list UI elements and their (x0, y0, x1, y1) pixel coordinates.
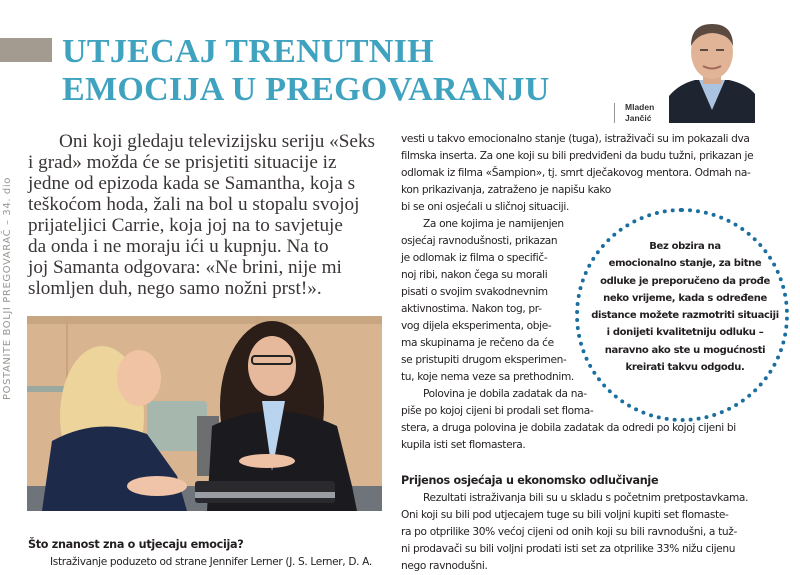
quote-line: kreirati takvu odgodu. (625, 362, 745, 374)
lede-line: teškoćom hoda, žali na bol u stopalu svojoj (28, 194, 360, 215)
author-last-name: Jančić (625, 113, 652, 123)
body-line: stera, a druga polovina je dobila zadatak da odredi po kojoj cijeni bi (401, 422, 736, 434)
quote-line: distance možete razmotriti situaciji (591, 310, 779, 322)
body-line: Za one kojima je namijenjen (423, 218, 564, 230)
body-line: kon prikazivanja, zatraženo je napišu kako (401, 184, 611, 196)
body-line: Rezultati istraživanja bili su u skladu s početnim pretpostavkama. (423, 492, 749, 504)
lede-line: slomljen duh, nego samo nožni prst!». (28, 278, 322, 299)
section-accent-bar (0, 38, 52, 62)
author-first-name: Mladen (625, 102, 655, 112)
title-line: EMOCIJA U PREGOVARANJU (62, 71, 550, 108)
lede-line: prijateljici Carrie, koja joj na to savjetuje (28, 215, 343, 236)
lede-paragraph (28, 131, 398, 299)
section2-paragraph (401, 490, 748, 575)
lede-line: i grad» možda će se prisjetiti situacije iz (28, 152, 337, 173)
body-line: Oni koji su bili pod utjecajem tuge su bili voljni kupiti set flomaste- (401, 509, 729, 521)
lede-line: da onda i ne moraju ići u kupnju. Na to (28, 236, 329, 257)
body-line: bi se oni osjećali u sličnoj situaciji. (401, 201, 569, 213)
body-line: ra po otprilike 30% većoj cijeni od onih koji su bili ravnodušni, a tuž- (401, 526, 737, 538)
body-line: osjećaj ravnodušnosti, prikazan (401, 235, 558, 247)
title-line: UTJECAJ TRENUTNIH (62, 33, 434, 70)
quote-line: neko vrijeme, kada s određene (603, 292, 767, 304)
body-line: vog dijela eksperimenta, obje- (401, 320, 552, 332)
quote-line: naravno ako ste u mogućnosti (604, 344, 766, 356)
lede-line: joj Samanta odgovara: «Ne brini, nije mi (28, 257, 342, 278)
quote-line: odluke je preporučeno da prođe (600, 275, 770, 287)
body-line: ni prodavači su bili voljni prodati isti set za otprilike 33% nižu cijenu (401, 543, 736, 555)
body-line: se pristupiti drugom eksperimen- (401, 354, 567, 366)
body-line: tu, koje nema veze sa prethodnim. (401, 371, 574, 383)
body-line: nego ravnodušni. (401, 560, 488, 572)
body-line: noj ribi, nakon čega su morali (401, 269, 548, 281)
body-line: filmska inserta. Za one koji su bili predviđeni da budu tužni, prikazan je (401, 150, 754, 162)
pull-quote-text (586, 238, 784, 376)
body-line: Polovina je dobila zadatak da na- (423, 388, 587, 400)
body-line: Istraživanje poduzeto od strane Jennifer Lerner (J. S. Lerner, D. A. (50, 556, 372, 568)
section-heading: Što znanost zna o utjecaju emocija? (28, 538, 244, 551)
quote-line: emocionalno stanje, za bitne (608, 258, 762, 270)
lede-line: Oni koji gledaju televizijsku seriju «Seks (59, 131, 376, 152)
body-line: pisati o svojim svakodnevnim (401, 286, 548, 298)
section1-paragraph (28, 554, 372, 571)
article-title (62, 33, 550, 109)
body-line: odlomak iz filma «Šampion», tj. smrt dječakovog mentora. Odmah na- (401, 167, 751, 179)
body-line: je odlomak iz filma o specifič- (401, 252, 548, 264)
section-heading: Prijenos osjećaja u ekonomsko odlučivanje (401, 474, 659, 487)
businesswomen-photo-icon (27, 316, 382, 511)
lede-line: jedne od epizoda kada se Samantha, koja s (28, 173, 356, 194)
article-photo (27, 316, 382, 511)
column2-top-paragraph (401, 131, 753, 216)
quote-line: Bez obzira na (649, 241, 721, 252)
body-line: piše po kojoj cijeni bi prodali set floma- (401, 405, 594, 417)
author-portrait (669, 14, 755, 123)
body-line: aktivnostima. Nakon tog, pr- (401, 303, 542, 315)
quote-line: i donijeti kvalitetniju odluku – (606, 327, 764, 339)
body-line: ma skupinama je rečeno da će (401, 337, 554, 349)
series-label: POSTANITE BOLJI PREGOVARAČ – 34. dio (2, 177, 13, 400)
author-divider (614, 103, 615, 123)
body-line: vesti u takvo emocionalno stanje (tuga), istraživači su im pokazali dva (401, 133, 750, 145)
author-byline (625, 102, 654, 124)
body-line: kupila isti set flomastera. (401, 439, 526, 451)
portrait-illustration-icon (669, 14, 755, 123)
